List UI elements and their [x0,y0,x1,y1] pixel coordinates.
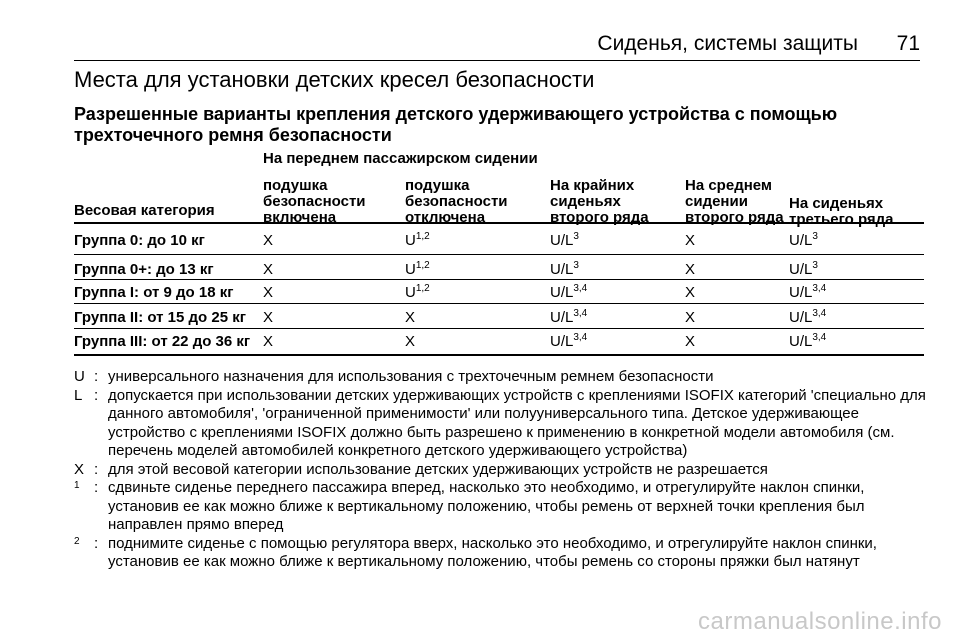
table-cell [789,309,826,327]
page-number: 71 [896,32,920,55]
cell-value: X [685,309,696,326]
row-label [74,232,205,250]
table-cell [685,284,695,302]
table-cell [550,232,579,250]
footnote-ref: 3,4 [812,332,827,343]
cell-value: X [263,309,274,326]
table-cell [263,261,273,279]
table-rule [74,303,924,304]
row-label [74,261,214,279]
row-label [74,284,233,302]
column-header [74,203,215,219]
column-header-line: сидении [685,193,748,210]
column-header-line: подушка [263,177,328,194]
table-cell [685,309,695,327]
cell-value: Группа 0+: до 13 кг [74,261,214,278]
table-cell [550,284,587,302]
table-cell [405,309,415,327]
column-header-line: подушка [405,177,470,194]
column-header-line: третьего ряда [789,211,894,228]
table-rule [74,354,924,356]
footnote-item [74,368,926,387]
footnote-key: 2 [74,535,80,547]
footnote-key: X [74,460,85,478]
footnote-text: универсального назначения для использования с трехточечным ремнем безопасности [108,368,714,385]
table-rule [74,279,924,280]
footnote-separator: : [94,534,99,552]
column-header-line: безопасности [263,193,366,210]
footnote-item [74,479,926,535]
column-header-line: второго ряда [550,209,649,226]
table-cell [263,333,273,351]
cell-value: X [263,333,274,350]
cell-value: U [405,284,416,301]
cell-value: X [685,333,696,350]
table-cell [263,309,273,327]
column-header [685,178,784,226]
footnotes [74,368,926,572]
cell-value: X [405,333,416,350]
cell-value: X [685,232,696,249]
section-title: Сиденья, системы защиты [597,32,858,55]
footnote-text: допускается при использовании детских удерживающих устройств с креплениями ISOFIX категорий 'специально для данного автомобиля', 'ограниченной применимости' или полууниверсального типа. Детское удерживающее устройство с креплениями ISOFIX должно быть разрешено к применению в конкретной модели автомобиля (см. перечень моделей автомобилей конкретного детского удерживающего устройства) [108,386,926,459]
column-header-line: На сиденьях [789,195,884,212]
page-header [74,28,920,61]
footnote-item [74,387,926,461]
table-cell [685,261,695,279]
cell-value: U/L [789,333,813,350]
group-header: На переднем пассажирском сидении [263,150,538,167]
footnote-item [74,535,926,572]
footnote-item [74,461,926,480]
table-rule [74,328,924,329]
column-header-line: безопасности [405,193,508,210]
cell-value: X [263,261,274,278]
footnote-ref: 3 [812,231,818,242]
row-label [74,333,250,351]
footnote-separator: : [94,386,99,404]
table-cell [789,232,818,250]
column-header [405,178,508,226]
cell-value: X [263,232,274,249]
footnote-ref: 3,4 [573,308,588,319]
cell-value: U/L [550,261,574,278]
footnote-separator: : [94,479,99,496]
table-cell [789,333,826,351]
cell-value: Группа III: от 22 до 36 кг [74,333,251,350]
footnote-ref: 3 [573,231,579,242]
column-header [263,178,366,226]
cell-value: X [405,309,416,326]
cell-value: Группа I: от 9 до 18 кг [74,284,234,301]
cell-value: U/L [550,232,574,249]
cell-value: U/L [789,261,813,278]
footnote-ref: 3,4 [573,332,588,343]
footnote-ref: 3,4 [573,283,588,294]
table-cell [405,284,430,302]
table-cell [550,333,587,351]
cell-value: U/L [550,284,574,301]
table-cell [263,284,273,302]
column-header-line: Весовая категория [74,202,215,219]
table-rule [74,222,924,224]
column-header-line: сиденьях [550,193,621,210]
column-header-line: На крайних [550,177,635,194]
footnote-key: U [74,368,85,385]
cell-value: U/L [550,309,574,326]
table-cell [550,309,587,327]
column-header-line: включена [263,209,337,226]
footnote-text: для этой весовой категории использование детских удерживающих устройств не разрешается [108,460,768,478]
cell-value: U/L [789,309,813,326]
cell-value: X [685,261,696,278]
row-label [74,309,246,327]
table-cell [789,261,818,279]
table-cell [685,232,695,250]
cell-value: U [405,261,416,278]
column-header-line: отключена [405,209,486,226]
table-cell [789,284,826,302]
footnote-ref: 1,2 [415,231,430,242]
footnote-text: поднимите сиденье с помощью регулятора вверх, насколько это необходимо, и отрегулируйте наклон спинки, установив ее как можно ближе к вертикальному положению, чтобы ремень со стороны пряжки был натянут [108,534,877,570]
page-heading: Места для установки детских кресел безопасности [74,67,595,92]
table-cell [405,333,415,351]
footnote-key: 1 [74,480,80,491]
footnote-ref: 3,4 [812,283,827,294]
column-header [550,178,649,226]
cell-value: X [263,284,274,301]
cell-value: Группа II: от 15 до 25 кг [74,309,246,326]
table-caption: Разрешенные варианты крепления детского удерживающего устройства с помощью трехточечного ремня безопасности [74,104,838,145]
cell-value: Группа 0: до 10 кг [74,232,205,249]
footnote-text: сдвиньте сиденье переднего пассажира вперед, насколько это необходимо, и отрегулируйте наклон спинки, установив ее как можно ближе к вертикальному положению, чтобы ремень от верхней точки крепления был направлен прямо вперед [108,479,865,533]
cell-value: U/L [789,284,813,301]
table-cell [685,333,695,351]
table-cell [263,232,273,250]
cell-value: U/L [550,333,574,350]
table-rule [74,254,924,255]
table-cell [405,261,430,279]
footnote-key: L [74,386,83,404]
footnote-ref: 3,4 [812,308,827,319]
footnote-ref: 1,2 [415,260,430,271]
table-cell [405,232,430,250]
footnote-separator: : [94,460,99,478]
cell-value: X [685,284,696,301]
cell-value: U [405,232,416,249]
column-header-line: второго ряда [685,209,784,226]
footnote-separator: : [94,368,99,385]
watermark: carmanualsonline.info [698,608,942,635]
footnote-ref: 3 [812,260,818,271]
table-cell [550,261,579,279]
cell-value: U/L [789,232,813,249]
footnote-ref: 1,2 [415,283,430,294]
footnote-ref: 3 [573,260,579,271]
column-header-line: На среднем [685,177,773,194]
